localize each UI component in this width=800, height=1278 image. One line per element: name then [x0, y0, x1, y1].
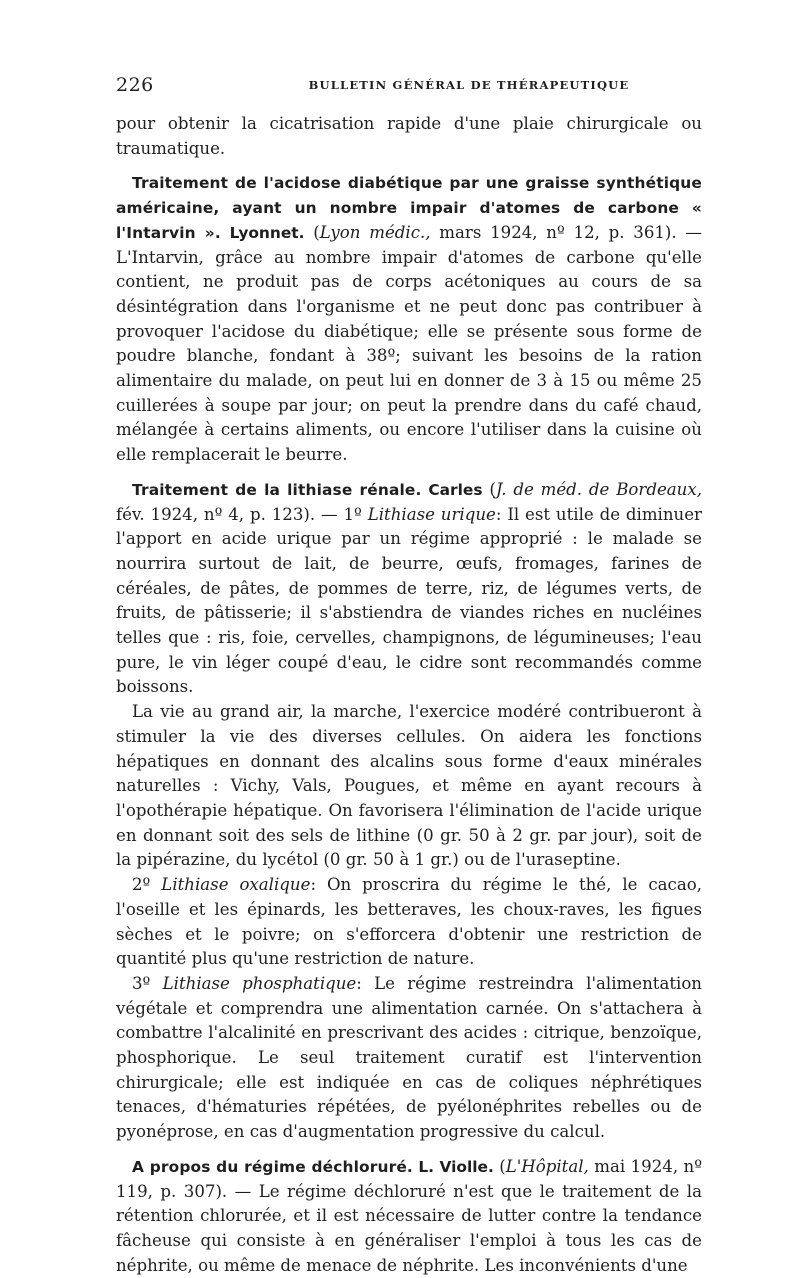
article-dechlorure-text: Le régime déchloruré n'est que le traitement de la rétention chlorurée, et il est nécessaire de lutter contre la tendance fâcheuse qui consiste à en généraliser l'emploi à tous les cas de néphrite, ou même de menace de néphrite. Les inconvénients d'une	[116, 1181, 702, 1275]
article-dechlorure: A propos du régime déchloruré. L. Violle. (L'Hôpital, mai 1924, nº 119, p. 307). — Le régime déchloruré n'est que le traitement de la rétention chlorurée, et il est nécessaire de lutter contre la tendance fâcheuse qui consiste à en généraliser l'emploi à tous les cas de néphrite, ou même de menace de néphrite. Les inconvénients d'une	[116, 1156, 702, 1275]
lithiase-phosphatique-text: : Le régime restreindra l'alimentation végétale et comprendra une alimentation carnée. On s'attachera à combattre l'alcalinité en prescrivant des acides : citrique, benzoïque, phosphorique. Le seul traitement curatif est l'intervention chirurgicale; elle est indiquée en cas de coliques néphrétiques tenaces, d'hématuries répétées, de pyélonéphrites rebelles ou de pyonéprose, en cas d'augmentation progressive du calcul.	[116, 973, 702, 1142]
lithiase-oxalique-paragraph	[116, 873, 702, 972]
article-dechlorure-title: A propos du régime déchloruré.	[132, 1157, 413, 1176]
lithiase-phosphatique-title: Lithiase phosphatique	[162, 973, 357, 993]
body-text	[116, 112, 702, 1278]
lithiase-phosphatique-paragraph	[116, 972, 702, 1145]
lithiase-oxalique-num: 2º	[132, 875, 162, 895]
lithiase-paragraph-2	[116, 700, 702, 873]
lithiase-urique-title: Lithiase urique	[367, 504, 496, 524]
page-number: 226	[116, 74, 154, 96]
article-lithiase-author: Carles	[428, 480, 483, 499]
article-dechlorure-author: L. Violle.	[418, 1157, 494, 1176]
lithiase-oxalique-title: Lithiase oxalique	[161, 875, 311, 895]
article-acidose-source: Lyon médic.,	[319, 222, 431, 242]
article-dechlorure-source: L'Hôpital,	[505, 1156, 589, 1176]
article-dechlorure-citation: mai 1924, nº 119, p. 307). —	[116, 1156, 702, 1201]
intro-text: pour obtenir la cicatrisation rapide d'une plaie chirurgicale ou traumatique.	[116, 114, 702, 158]
article-acidose-author: Lyonnet.	[229, 223, 305, 242]
article-lithiase-citation: fév. 1924, nº 4, p. 123). — 1º	[116, 504, 368, 524]
page-header	[116, 74, 702, 100]
intro-paragraph	[116, 112, 702, 161]
lithiase-urique-text: : Il est utile de diminuer l'apport en acide urique par un régime approprié : le malade se nourrira surtout de lait, de beurre, œufs, fromages, farines de céréales, de pâtes, de pommes de terre, riz, de légumes verts, de fruits, de pâtisserie; il s'abstiendra de viandes riches en nucléines telles que : ris, foie, cervelles, champignons, de légumineuses; l'eau pure, le vin léger coupé d'eau, le cidre sont recommandés comme boissons.	[116, 504, 702, 697]
lithiase-paragraph-2-text: La vie au grand air, la marche, l'exercice modéré contribueront à stimuler la vie des diverses cellules. On aidera les fonctions hépatiques en donnant des alcalins sous forme d'eaux minérales naturelles : Vichy, Vals, Pougues, et même en ayant recours à l'opothérapie hépatique. On favorisera l'élimination de l'acide urique en donnant soit des sels de lithine (0 gr. 50 à 2 gr. par jour), soit de la pipérazine, du lycétol (0 gr. 50 à 1 gr.) ou de l'uraseptine.	[116, 702, 702, 870]
article-acidose-title: Traitement de l'acidose diabétique par une graisse synthétique américaine, ayant un nombre impair d'atomes de carbone « l'Intarvin ».	[116, 174, 702, 242]
article-lithiase-source: J. de méd. de Bordeaux,	[495, 479, 702, 499]
article-acidose-text: L'Intarvin, grâce au nombre impair d'atomes de carbone qu'elle contient, ne produit pas de corps acétoniques au cours de sa désintégration dans l'organisme et ne peut donc pas contribuer à provoquer l'acidose du diabétique; elle se présente sous forme de poudre blanche, fondant à 38º; suivant les besoins de la ration alimentaire du malade, on peut lui en donner de 3 à 15 ou même 25 cuillerées à soupe par jour; on peut la prendre dans du café chaud, mélangée à certains aliments, ou encore l'utiliser dans la cuisine où elle remplacerait le beurre.	[116, 247, 702, 465]
article-acidose-citation: mars 1924, nº 12, p. 361). —	[430, 222, 703, 242]
running-title: BULLETIN GÉNÉRAL DE THÉRAPEUTIQUE	[308, 78, 630, 92]
lithiase-phosphatique-num: 3º	[132, 973, 163, 993]
lithiase-oxalique-text: : On proscrira du régime le thé, le cacao, l'oseille et les épinards, les betteraves, les choux-raves, les figues sèches et le poivre; on s'efforcera d'obtenir une restriction de quantité plus qu'une restriction de nature.	[116, 875, 703, 969]
article-lithiase-title: Traitement de la lithiase rénale.	[132, 480, 422, 499]
article-lithiase: Traitement de la lithiase rénale. Carles (J. de méd. de Bordeaux, fév. 1924, nº 4, p. 123). — 1º Lithiase urique: Il est utile de diminuer l'apport en acide urique par un régime approprié : le malade se nourrira surtout de lait, de beurre, œufs, fromages, farines de céréales, de pâtes, de pommes de terre, riz, de légumes verts, de fruits, de pâtisserie; il s'abstiendra de viandes riches en nucléines telles que : ris, foie, cervelles, champignons, de légumineuses; l'eau pure, le vin léger coupé d'eau, le cidre sont recommandés comme boissons.	[116, 479, 702, 697]
article-acidose: Traitement de l'acidose diabétique par une graisse synthétique américaine, ayant un nombre impair d'atomes de carbone « l'Intarvin ». Lyonnet. (Lyon médic., mars 1924, nº 12, p. 361). — L'Intarvin, grâce au nombre impair d'atomes de carbone qu'elle contient, ne produit pas de corps acétoniques au cours de sa désintégration dans l'organisme et ne peut donc pas contribuer à provoquer l'acidose du diabétique; elle se présente sous forme de poudre blanche, fondant à 38º; suivant les besoins de la ration alimentaire du malade, on peut lui en donner de 3 à 15 ou même 25 cuillerées à soupe par jour; on peut la prendre dans du café chaud, mélangée à certains aliments, ou encore l'utiliser dans la cuisine où elle remplacerait le beurre.	[116, 174, 703, 465]
